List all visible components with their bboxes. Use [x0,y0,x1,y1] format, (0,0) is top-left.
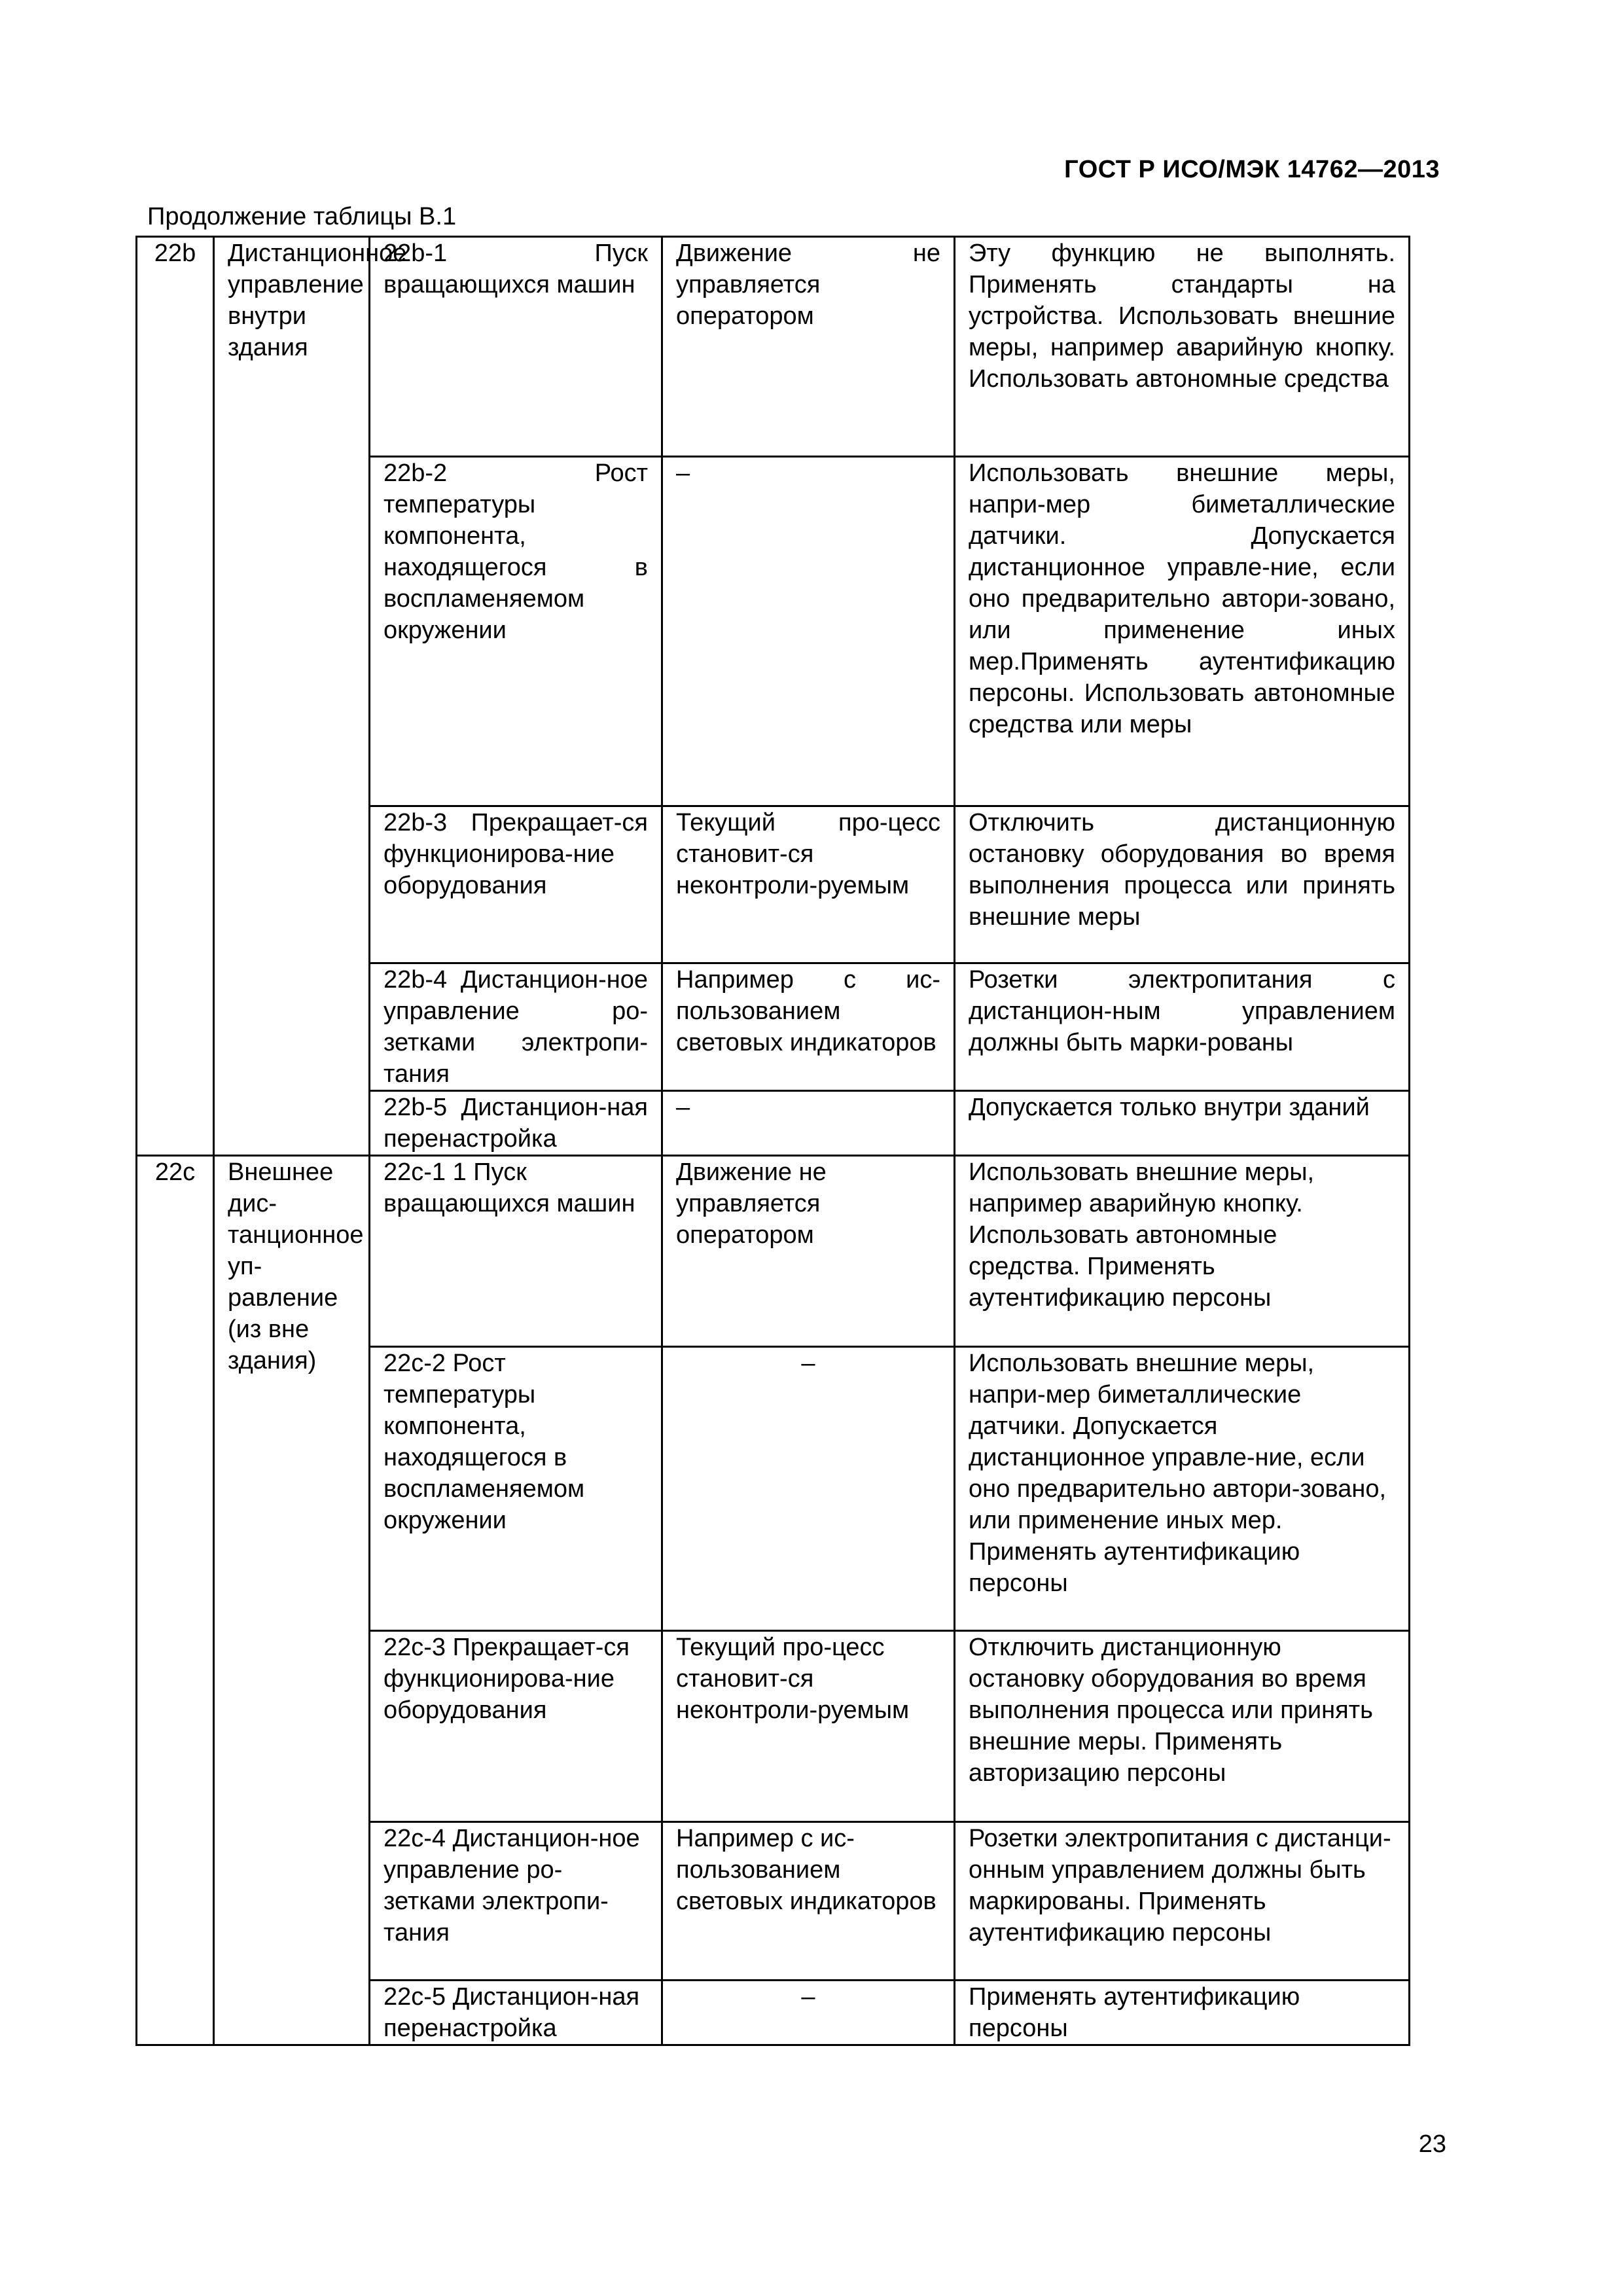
measures-cell: Допускается только внутри зданий [955,1091,1410,1156]
item-cell: 22c-2 Рост температуры компонента, находящегося в воспламеняемом окружении [370,1347,662,1631]
consequence-cell: – [662,1981,955,2045]
hazard-table [135,236,1410,2046]
table-row [137,237,1410,457]
consequence-cell: Движение не управляется оператором [662,237,955,457]
consequence-cell: Движение не управляется оператором [662,1156,955,1347]
measures-cell: Использовать внешние меры, напри-мер биметаллические датчики. Допускается дистанционное управле-ние, если оно предварительно автори-зовано, или применение иных мер. Применять аутентификацию персоны [955,1347,1410,1631]
item-cell: 22b-4 Дистанцион-ное управление ро-зетками электропи-тания [370,963,662,1091]
item-cell: 22c-3 Прекращает-ся функционирова-ние оборудования [370,1631,662,1822]
measures-cell: Эту функцию не выполнять. Применять стандарты на устройства. Использовать внешние меры, например аварийную кнопку. Использовать автономные средства [955,237,1410,457]
row-name: Внешнее дис-танционное уп-равление (из вне здания) [214,1156,370,2045]
measures-cell: Применять аутентификацию персоны [955,1981,1410,2045]
consequence-cell: Например с ис-пользованием световых индикаторов [662,963,955,1091]
row-code: 22c [137,1156,214,2045]
consequence-cell: Текущий про-цесс становит-ся неконтроли-руемым [662,1631,955,1822]
consequence-cell: Например с ис-пользованием световых индикаторов [662,1822,955,1981]
row-code: 22b [137,237,214,1156]
table-row [137,1156,1410,1347]
table-caption: Продолжение таблицы В.1 [147,203,457,230]
page-number: 23 [1418,2130,1446,2158]
measures-cell: Отключить дистанционную остановку оборудования во время выполнения процесса или принять внешние меры. Применять авторизацию персоны [955,1631,1410,1822]
item-cell: 22c-5 Дистанцион-ная перенастройка [370,1981,662,2045]
measures-cell: Розетки электропитания с дистанцион-ным управлением должны быть марки-рованы [955,963,1410,1091]
measures-cell: Отключить дистанционную остановку оборудования во время выполнения процесса или принять внешние меры [955,806,1410,963]
item-cell: 22b-1 Пуск вращающихся машин [370,237,662,457]
item-cell: 22b-3 Прекращает-ся функционирова-ние оборудования [370,806,662,963]
item-cell: 22b-2 Рост температуры компонента, находящегося в воспламеняемом окружении [370,457,662,806]
consequence-cell: – [662,457,955,806]
consequence-cell: – [662,1347,955,1631]
item-cell: 22c-1 1 Пуск вращающихся машин [370,1156,662,1347]
row-name: Дистанционное управление внутри здания [214,237,370,1156]
item-cell: 22b-5 Дистанцион-ная перенастройка [370,1091,662,1156]
consequence-cell: Текущий про-цесс становит-ся неконтроли-руемым [662,806,955,963]
consequence-cell: – [662,1091,955,1156]
item-cell: 22c-4 Дистанцион-ное управление ро-зетками электропи-тания [370,1822,662,1981]
measures-cell: Использовать внешние меры, например аварийную кнопку. Использовать автономные средства. Применять аутентификацию персоны [955,1156,1410,1347]
measures-cell: Использовать внешние меры, напри-мер биметаллические датчики. Допускается дистанционное управле-ние, если оно предварительно автори-зовано, или применение иных мер.Применять аутентификацию персоны. Использовать автономные средства или меры [955,457,1410,806]
measures-cell: Розетки электропитания с дистанци-онным управлением должны быть маркированы. Применять аутентификацию персоны [955,1822,1410,1981]
document-standard-header: ГОСТ Р ИСО/МЭК 14762—2013 [1064,156,1440,183]
